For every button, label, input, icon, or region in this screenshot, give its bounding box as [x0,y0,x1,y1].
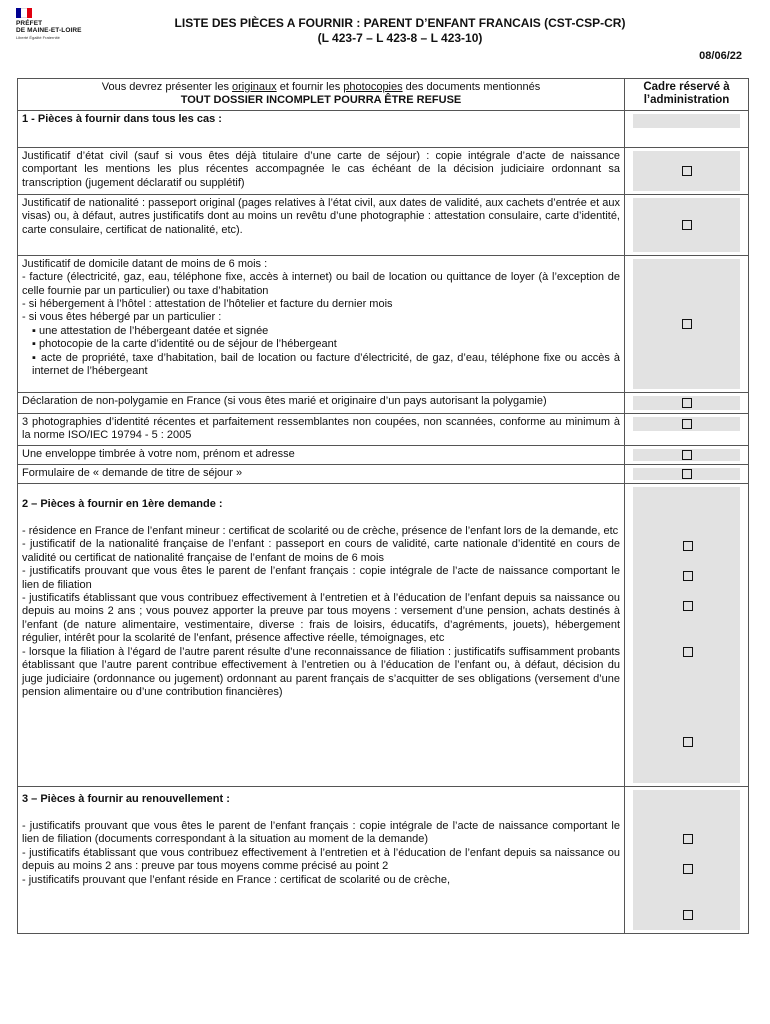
section2-cell [18,483,625,786]
domicile-bullet: ▪ acte de propriété, taxe d’habitation, bail de location ou facture d’électricité, de gaz, d’eau, téléphone fixe ou accès à internet de l’hébergeant [32,351,620,378]
admin-cell [625,194,749,255]
checkbox-icon[interactable] [682,319,692,329]
section3-row [18,786,749,933]
row-etat-civil [18,147,749,194]
title-line1: LISTE DES PIÈCES A FOURNIR : PARENT D’ENFANT FRANCAIS (CST-CSP-CR) [174,16,626,30]
admin-cell [625,483,749,786]
section2-item: - lorsque la filiation à l’égard de l’autre parent résulte d’une reconnaissance de filiation : justificatifs suffisamment probants établissant que l’autre parent contribue effectivement à l’entretien ou à l’éducation de l’enfant ou, à défaut, décision du juge judiciaire (ordonnance ou jugement) ordonnant au parent français de s’acquitter de ses obligations (versement d’une pension alimentaire ou d’une contribution financières) [22,645,620,698]
admin-header-1: Cadre réservé à [643,81,730,93]
intro-c: des documents mentionnés [402,81,541,93]
checkbox-icon[interactable] [682,220,692,230]
document-date: 08/06/22 [699,50,742,62]
admin-cell [625,464,749,483]
admin-cell [625,392,749,413]
intro-warning: TOUT DOSSIER INCOMPLET POURRA ÊTRE REFUSE [180,94,462,107]
section1-title-row [18,110,749,147]
document-title [120,16,680,46]
title-line2: (L 423-7 – L 423-8 – L 423-10) [317,31,483,45]
domicile-title: Justificatif de domicile datant de moins de 6 mois : [22,257,268,270]
section3-cell [18,786,625,933]
checkbox-icon[interactable] [683,647,693,657]
etat-civil-text: Justificatif d’état civil (sauf si vous êtes déjà titulaire d’une carte de séjour) : copie intégrale d’acte de naissance comportant les mentions les plus récentes accompagnée le cas échéant de la décision judiciaire ordonnant sa transcription (jugement déclaratif ou supplétif) [18,147,625,194]
section3-item: - justificatifs prouvant que vous êtes le parent de l’enfant français : copie intégrale de l’acte de naissance comportant le lien de filiation (documents correspondant à la situation au moment de la demande) [22,820,620,846]
row-formulaire [18,464,749,483]
prefecture-logo [16,8,106,41]
row-polygamie [18,392,749,413]
section2-row [18,483,749,786]
intro-photocopies: photocopies [343,81,403,93]
polygamie-text: Déclaration de non-polygamie en France (si vous êtes marié et originaire d’un pays autorisant la polygamie) [18,392,625,413]
row-domicile [18,255,749,392]
checkbox-icon[interactable] [682,419,692,429]
section2-item: - justificatif de la nationalité française de l’enfant : passeport en cours de validité, carte nationale d’identité en cours de validité ou certificat de nationalité française de l’enfant de moins de 6 mois [22,538,620,564]
checkbox-icon[interactable] [683,864,693,874]
row-nationalite [18,194,749,255]
section2-item: - justificatifs établissant que vous contribuez effectivement à l’entretien et à l’éducation de l’enfant depuis sa naissance ou depuis au moins 2 ans ; vous pouvez apporter la preuve par tous moyens : versement d’une pension, achats destinés à l’enfant (de nature alimentaire, vestimentaire, diverse : frais de loisirs, éducatifs, d’agréments, jouets), hébergement régulier, intérêt pour la scolarité de l’enfant, présence affective réelle, témoignages, etc [22,592,620,645]
logo-line2: DE MAINE-ET-LOIRE [16,27,82,34]
section1-title: 1 - Pièces à fournir dans tous les cas : [22,112,222,125]
table-header-row [18,79,749,111]
admin-cell [625,147,749,194]
logo-line1: PRÉFET [16,20,43,27]
domicile-cell [18,255,625,392]
checkbox-icon[interactable] [683,571,693,581]
section2-item: - résidence en France de l’enfant mineur : certificat de scolarité ou de crèche, présence de l’enfant lors de la demande, etc [22,525,619,538]
logo-motto: Liberté Égalité Fraternité [16,35,60,40]
domicile-bullet: ▪ une attestation de l’hébergeant datée et signée [32,324,269,337]
checkbox-icon[interactable] [683,910,693,920]
checkbox-icon[interactable] [682,398,692,408]
row-photos [18,413,749,445]
admin-column-gray [633,487,740,783]
admin-cell [625,445,749,464]
section1-title-cell [18,110,625,147]
checkbox-icon[interactable] [682,450,692,460]
section2-item: - justificatifs prouvant que vous êtes le parent de l’enfant français : copie intégrale de l’acte de naissance comportant le lien de filiation [22,565,620,591]
admin-cell [625,255,749,392]
section3-title: 3 – Pièces à fournir au renouvellement : [22,792,230,805]
admin-cell [625,110,749,147]
admin-header-cell [625,79,749,111]
intro-originaux: originaux [232,81,277,93]
domicile-item: - facture (électricité, gaz, eau, téléphone fixe, accès à internet) ou bail de location ou quittance de loyer (à l’exception de celle fournie par un particulier) ou taxe d’habitation [22,271,620,297]
domicile-bullet: ▪ photocopie de la carte d’identité ou de séjour de l’hébergeant [32,338,337,351]
pieces-table [17,78,749,934]
nationalite-text: Justificatif de nationalité : passeport original (pages relatives à l’état civil, aux dates de validité, aux cachets d’entrée et aux visas) ou, à défaut, autres justificatifs dont au moins un revêtu d’une photographie : attestation consulaire, carte d’identité, carte consulaire, certificat de nationalité, etc). [18,194,625,255]
admin-cell [625,786,749,933]
section3-item: - justificatifs établissant que vous contribuez effectivement à l’entretien et à l’éducation de l’enfant depuis sa naissance ou depuis au moins 2 ans : preuve par tous moyens comme précisé au point 2 [22,846,620,873]
photos-text: 3 photographies d’identité récentes et parfaitement ressemblantes non coupées, non scannées, conforme au minimum à la norme ISO/IEC 19794 - 5 : 2005 [18,413,625,445]
checkbox-icon[interactable] [682,166,692,176]
admin-cell [625,413,749,445]
checkbox-icon[interactable] [683,737,693,747]
intro-cell [18,79,625,111]
admin-header-2: l’administration [643,94,730,106]
admin-column-gray [633,790,740,930]
formulaire-text: Formulaire de « demande de titre de séjour » [18,464,625,483]
checkbox-icon[interactable] [683,601,693,611]
checkbox-icon[interactable] [683,541,693,551]
checkbox-icon[interactable] [683,834,693,844]
intro-b: et fournir les [276,81,344,93]
checkbox-icon[interactable] [682,469,692,479]
enveloppe-text: Une enveloppe timbrée à votre nom, prénom et adresse [18,445,625,464]
section2-title: 2 – Pièces à fournir en 1ère demande : [22,497,223,510]
marianne-flag-icon [16,8,32,18]
intro-a: Vous devrez présenter les [101,81,233,93]
row-enveloppe [18,445,749,464]
domicile-item: - si hébergement à l’hôtel : attestation de l’hôtelier et facture du dernier mois [22,298,393,311]
section3-item: - justificatifs prouvant que l’enfant réside en France : certificat de scolarité ou de crèche, [22,873,450,886]
intro-text [22,81,620,94]
domicile-item: - si vous êtes hébergé par un particulier : [22,311,222,324]
